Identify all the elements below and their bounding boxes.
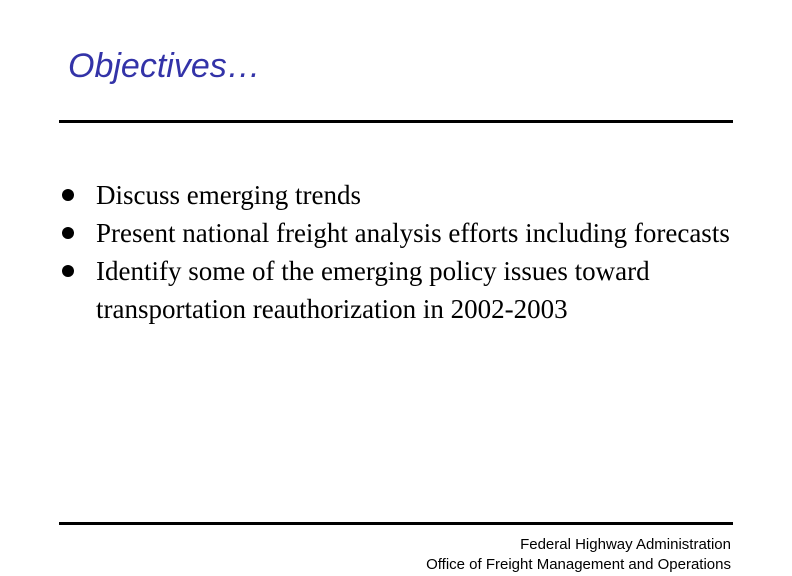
footer bbox=[426, 535, 731, 575]
title-divider bbox=[59, 120, 733, 123]
footer-divider bbox=[59, 522, 733, 525]
bullet-text: Identify some of the emerging policy issues toward transportation reauthorization in 2002-2003 bbox=[96, 256, 650, 324]
list-item bbox=[62, 214, 742, 252]
list-item bbox=[62, 176, 742, 214]
footer-office: Office of Freight Management and Operations bbox=[426, 556, 731, 573]
slide-title: Objectives… bbox=[68, 47, 261, 85]
bullet-text: Discuss emerging trends bbox=[96, 180, 361, 210]
bullet-icon bbox=[62, 189, 74, 201]
bullet-icon bbox=[62, 227, 74, 239]
list-item bbox=[62, 252, 742, 328]
bullet-text: Present national freight analysis efforts including forecasts bbox=[96, 218, 730, 248]
bullet-icon bbox=[62, 265, 74, 277]
bullet-list bbox=[62, 176, 742, 328]
footer-organization: Federal Highway Administration bbox=[520, 536, 731, 553]
